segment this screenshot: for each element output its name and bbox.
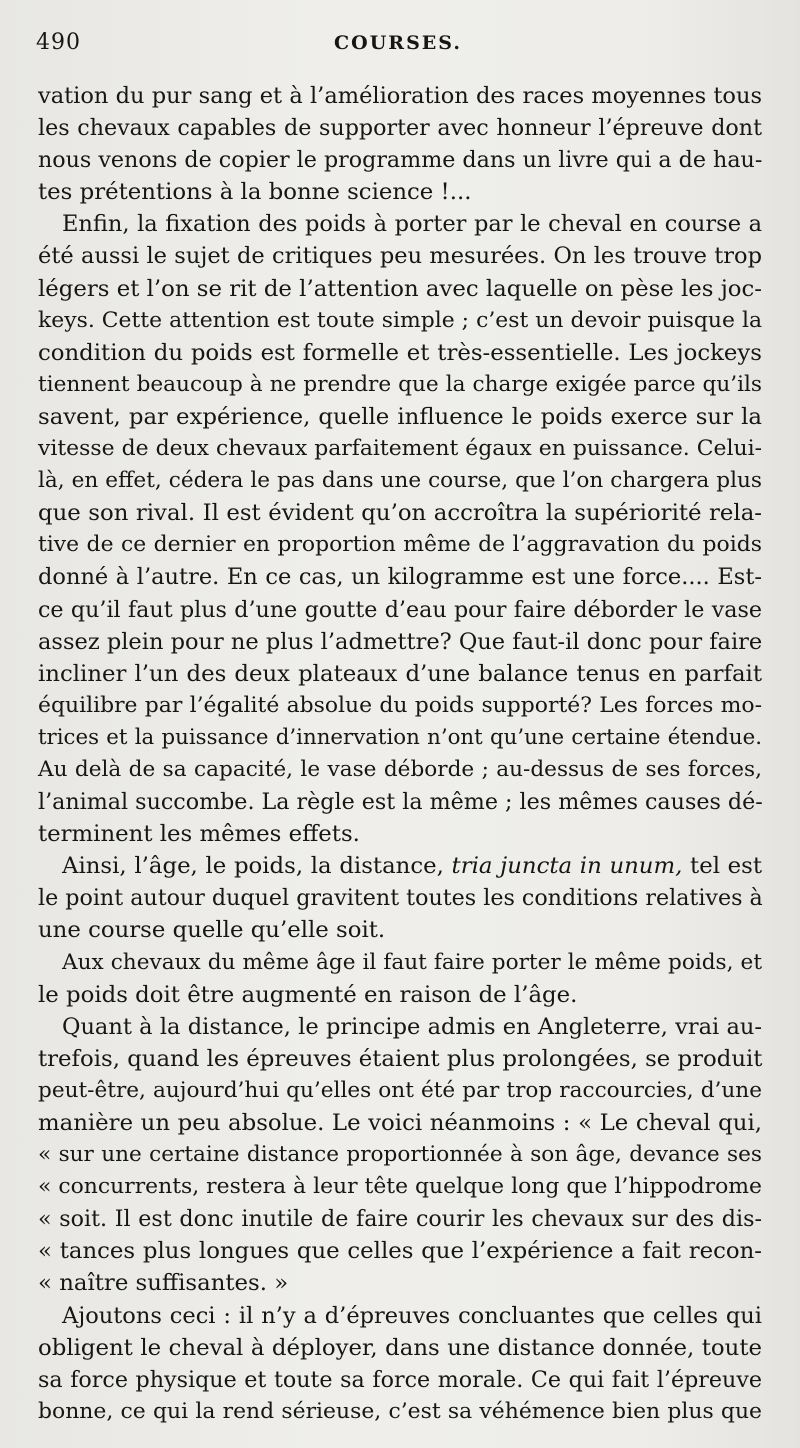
text-line: sa force physique et toute sa force morale. Ce qui fait l’épreuve [38,1366,762,1393]
text-line: le point autour duquel gravitent toutes les conditions relatives à [38,885,763,912]
text-line: terminent les mêmes effets. [38,821,360,848]
text-line: donné à l’autre. En ce cas, un kilogramme est une force.... Est- [38,564,762,591]
text-line: trices et la puissance d’innervation n’ont qu’une certaine étendue. [38,724,762,750]
text-line: trefois, quand les épreuves étaient plus prolongées, se produit [38,1045,763,1072]
text-line: Quant à la distance, le principe admis en Angleterre, vrai au- [62,1013,762,1040]
running-title: COURSES. [334,32,462,54]
text-line: savent, par expérience, quelle influence le poids exerce sur la [38,403,762,430]
text-line: ce qu’il faut plus d’une goutte d’eau pour faire déborder le vase [38,596,762,623]
italic-phrase: tria juncta in unum, [451,853,683,880]
text-line: les chevaux capables de supporter avec honneur l’épreuve dont [38,115,762,142]
text-line: manière un peu absolue. Le voici néanmoins : « Le cheval qui, [38,1110,762,1136]
text-line: l’animal succombe. La règle est la même ; les mêmes causes dé- [38,789,763,816]
text-line: obligent le cheval à déployer, dans une distance donnée, toute [38,1334,762,1361]
text-line: peut-être, aujourd’hui qu’elles ont été par trop raccourcies, d’une [38,1077,762,1103]
text-line: Ajoutons ceci : il n’y a d’épreuves concluantes que celles qui [62,1302,762,1329]
page-header [36,30,760,64]
text-line: tes prétentions à la bonne science !... [38,179,472,206]
text-line: condition du poids est formelle et très-essentielle. Les jockeys [38,339,762,366]
text-line: nous venons de copier le programme dans un livre qui a de hau- [38,147,763,174]
text-line: « naître suffisantes. » [38,1270,289,1297]
text-line: « sur une certaine distance proportionnée à son âge, devance ses [38,1142,762,1168]
body-text [38,80,762,1428]
text-line: assez plein pour ne plus l’admettre? Que faut-il donc pour faire [38,628,763,655]
text-line: vitesse de deux chevaux parfaitement égaux en puissance. Celui- [38,436,762,462]
text-line: incliner l’un des deux plateaux d’une balance tenus en parfait [38,660,762,687]
text-line: équilibre par l’égalité absolue du poids supporté? Les forces mo- [38,692,762,718]
text-segment: Ainsi, l’âge, le poids, la distance, [62,853,444,880]
text-line [38,850,762,882]
text-line: tive de ce dernier en proportion même de l’aggravation du poids [38,532,762,558]
text-line: Aux chevaux du même âge il faut faire porter le même poids, et [62,949,762,975]
text-line: vation du pur sang et à l’amélioration des races moyennes tous [38,83,762,109]
text-line: Au delà de sa capacité, le vase déborde ; au-dessus de ses forces, [38,756,762,782]
text-line: « tances plus longues que celles que l’expérience a fait recon- [38,1238,762,1265]
text-line: que son rival. Il est évident qu’on accroîtra la supériorité rela- [38,500,762,527]
text-line: une course quelle qu’elle soit. [38,917,386,944]
text-line: Enfin, la fixation des poids à porter par le cheval en course a [62,211,762,238]
text-line: « concurrents, restera à leur tête quelque long que l’hippodrome [38,1174,763,1200]
text-line: été aussi le sujet de critiques peu mesurées. On les trouve trop [38,243,762,270]
text-line: « soit. Il est donc inutile de faire courir les chevaux sur des dis- [38,1206,762,1233]
text-line: le poids doit être augmenté en raison de l’âge. [38,981,578,1008]
text-line: là, en effet, cédera le pas dans une course, que l’on chargera plus [38,468,762,494]
text-line: bonne, ce qui la rend sérieuse, c’est sa véhémence bien plus que [38,1398,762,1424]
text-line: keys. Cette attention est toute simple ; c’est un devoir puisque la [38,307,762,333]
text-line: légers et l’on se rit de l’attention avec laquelle on pèse les joc- [38,275,763,302]
page-number: 490 [36,30,81,55]
text-segment: tel est [690,853,763,880]
text-line: tiennent beaucoup à ne prendre que la charge exigée parce qu’ils [38,371,762,397]
